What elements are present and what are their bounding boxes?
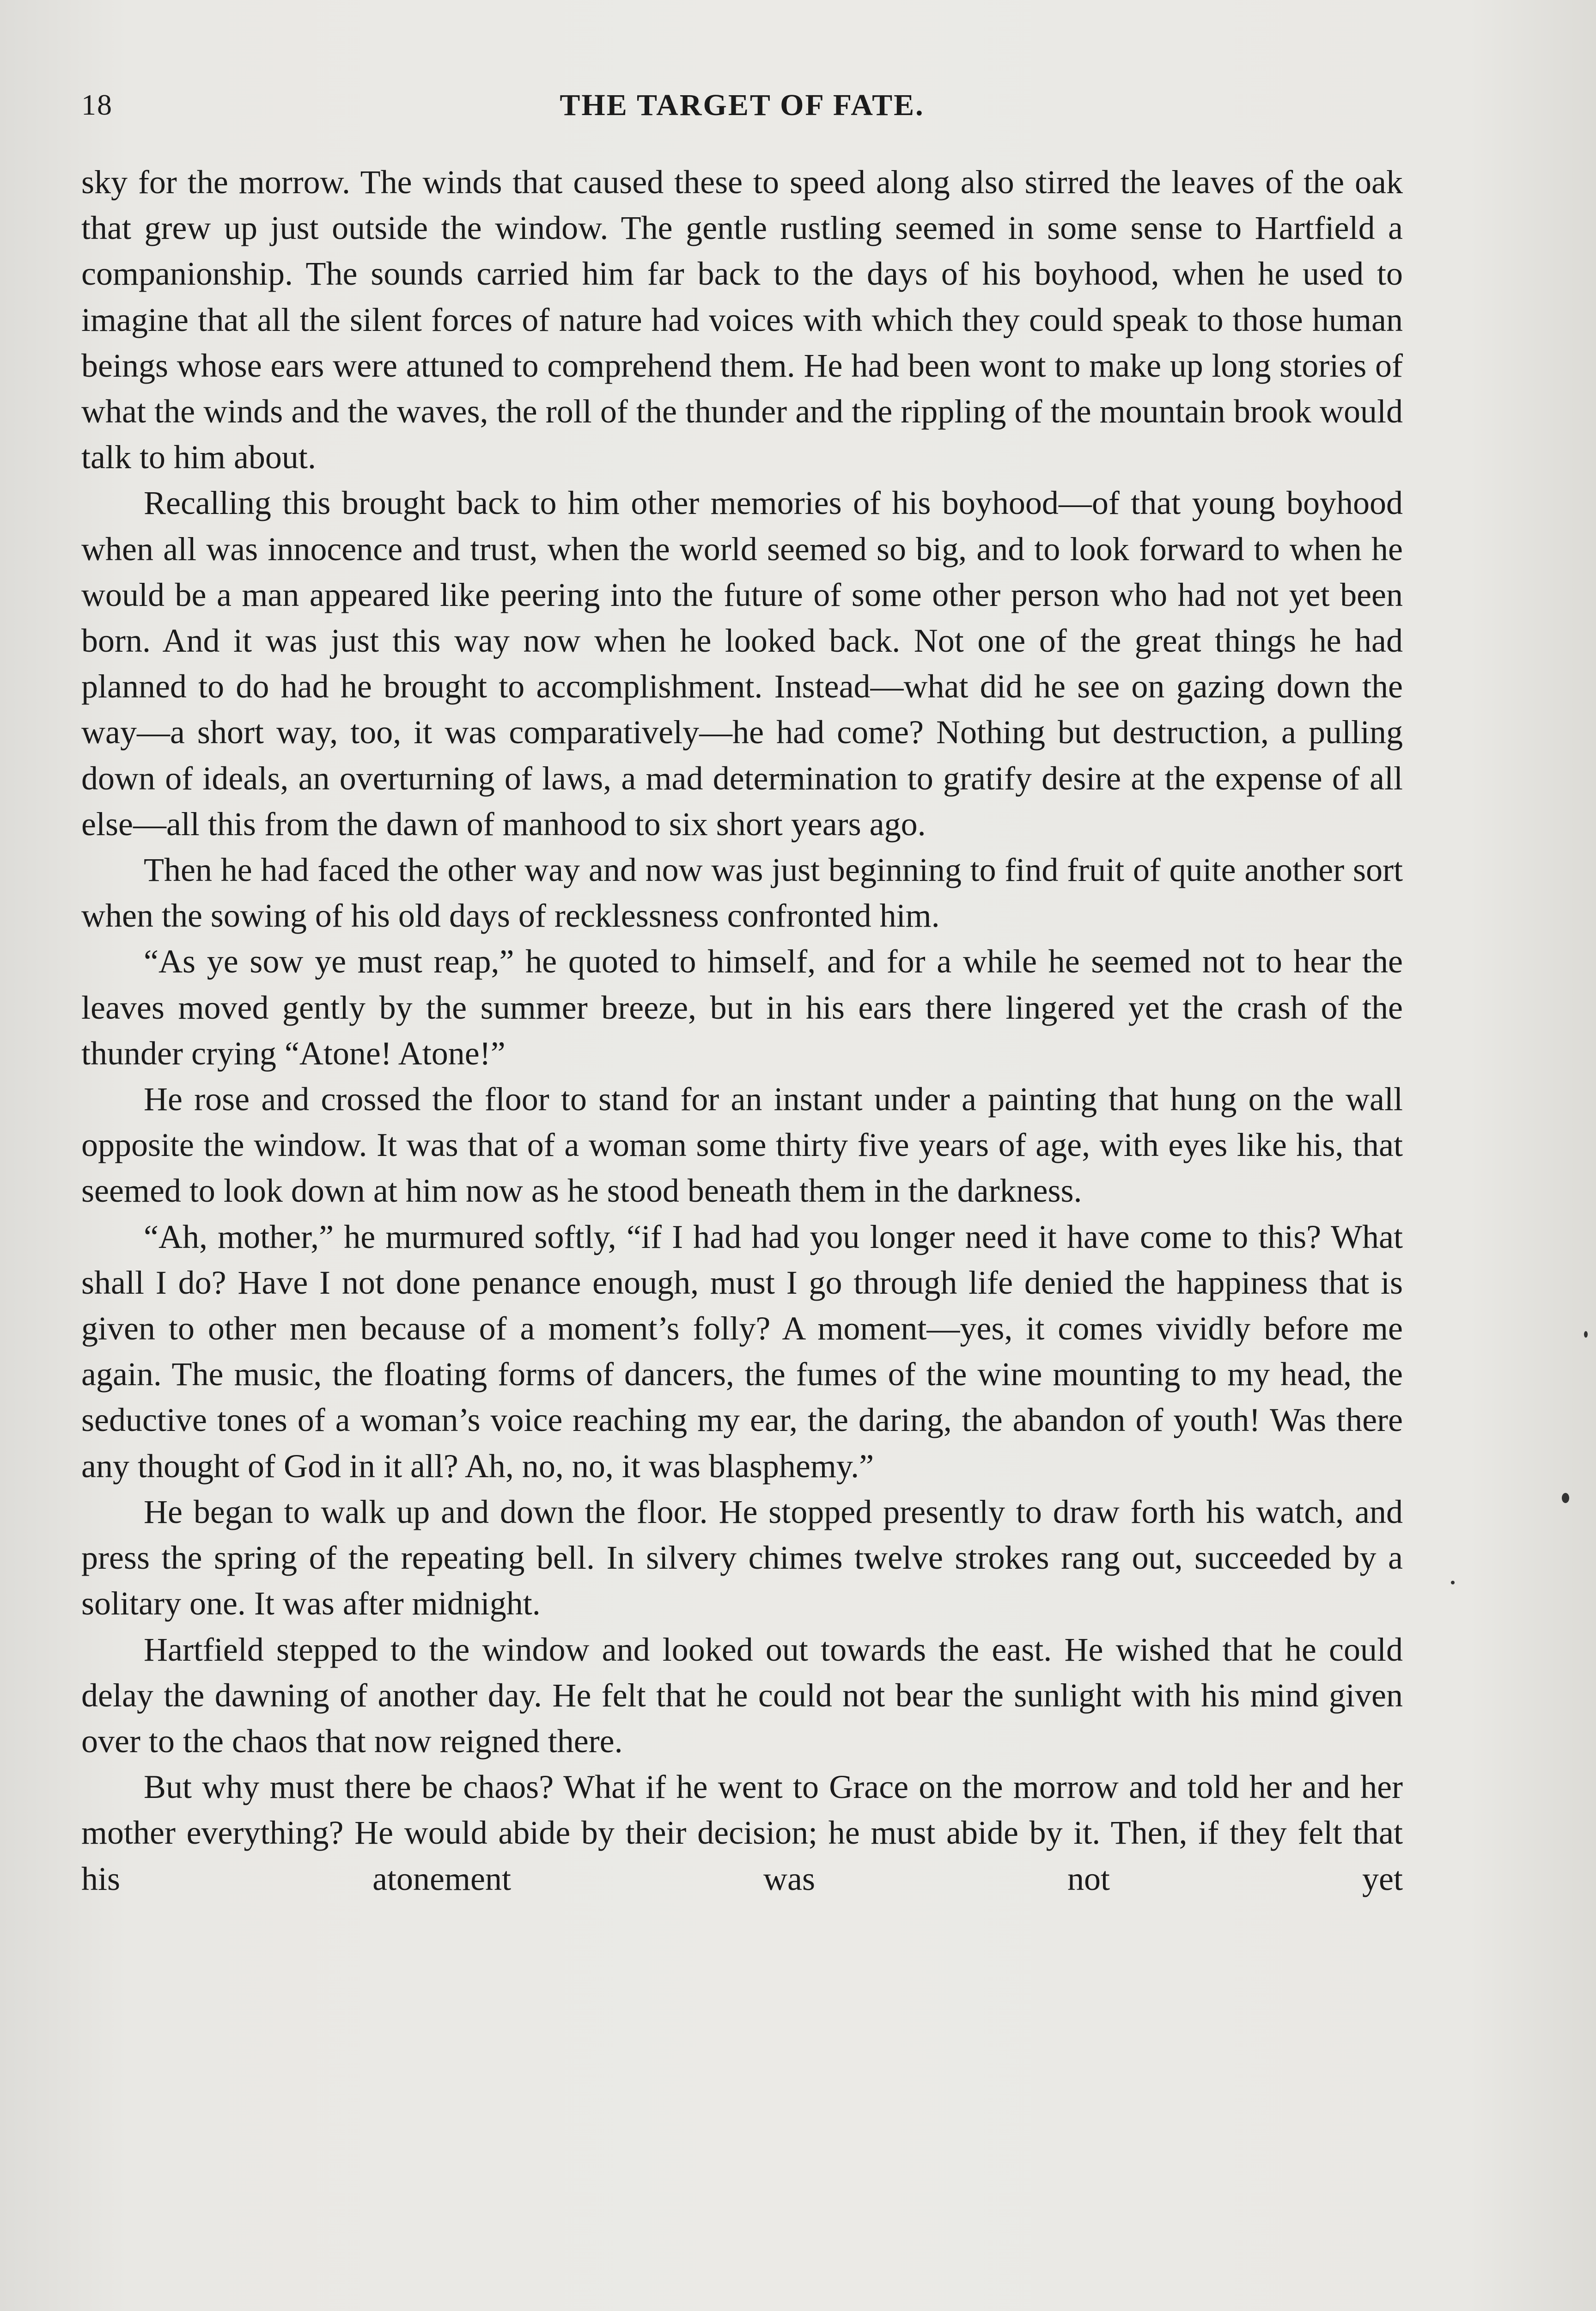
ink-speck xyxy=(1584,1331,1588,1338)
page-number: 18 xyxy=(81,88,113,121)
paragraph-7: He began to walk up and down the floor. He stopped presently to draw forth his watch, and press the spring of the repeating bell. In silvery chimes twelve strokes rang out, succeeded by a solitary one. It was after midnight. xyxy=(81,1493,1403,1622)
body-text xyxy=(81,159,1403,1902)
paragraph-3: Then he had faced the other way and now was just beginning to find fruit of quite another sort when the sowing of his old days of recklessness confronted him. xyxy=(81,851,1403,935)
paragraph-5: He rose and crossed the floor to stand for an instant under a painting that hung on the wall opposite the window. It was that of a woman some thirty five years of age, with eyes like his, that seemed to look down at him now as he stood beneath them in the darkness. xyxy=(81,1081,1403,1210)
paragraph-6: “Ah, mother,” he murmured softly, “if I had had you longer need it have come to this? What shall I do? Have I not done penance enough, must I go through life denied the happiness that is given to other men because of a moment’s folly? A moment—yes, it comes vividly before me again. The music, the floating forms of dancers, the fumes of the wine mounting to my head, the seductive tones of a woman’s voice reaching my ear, the daring, the abandon of youth! Was there any thought of God in it all? Ah, no, no, it was blasphemy.” xyxy=(81,1218,1403,1485)
page-header xyxy=(81,88,1403,134)
paragraph-4: “As ye sow ye must reap,” he quoted to himself, and for a while he seemed not to hear the leaves moved gently by the summer breeze, but in his ears there lingered yet the crash of the thunder crying “Atone! Atone!” xyxy=(81,943,1403,1072)
ink-speck xyxy=(1451,1581,1455,1584)
ink-speck xyxy=(1562,1493,1569,1503)
paragraph-2: Recalling this brought back to him other memories of his boyhood—of that young boyhood when all was innocence and trust, when the world seemed so big, and to look forward to when he would be a man appeared like peering into the future of some other person who had not yet been born. And it was just this way now when he looked back. Not one of the great things he had planned to do had he brought to accomplishment. Instead—what did he see on gazing down the way—a short way, too, it was comparatively—he had come? Nothing but destruction, a pulling down of ideals, an overturning of laws, a mad determination to gratify desire at the expense of all else—all this from the dawn of manhood to six short years ago. xyxy=(81,484,1403,843)
paragraph-9: But why must there be chaos? What if he went to Grace on the morrow and told her and her mother everything? He would abide by their decision; he must abide by it. Then, if they felt that his atonement was not yet xyxy=(81,1768,1403,1897)
paragraph-1: sky for the morrow. The winds that caused these to speed along also stirred the leaves of the oak that grew up just outside the window. The gentle rustling seemed in some sense to Hartfield a companionship. The sounds carried him far back to the days of his boyhood, when he used to imagine that all the silent forces of nature had voices with which they could speak to those human beings whose ears were attuned to comprehend them. He had been wont to make up long stories of what the winds and the waves, the roll of the thunder and the rippling of the mountain brook would talk to him about. xyxy=(81,164,1403,476)
paragraph-8: Hartfield stepped to the window and looked out towards the east. He wished that he could delay the dawning of another day. He felt that he could not bear the sunlight with his mind given over to the chaos that now reigned there. xyxy=(81,1631,1403,1760)
running-title: THE TARGET OF FATE. xyxy=(560,88,925,122)
